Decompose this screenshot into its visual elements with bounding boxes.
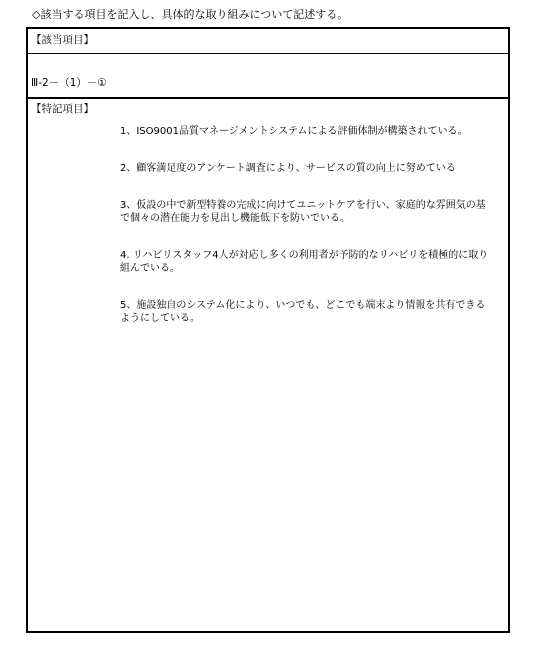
list-item: 1、ISO9001品質マネージメントシステムによる評価体制が構築されている。	[120, 126, 468, 137]
divider	[28, 97, 508, 99]
form-box	[26, 27, 510, 633]
applicable-item-label: 【該当項目】	[31, 34, 94, 46]
list-item: 3、仮設の中で新型特養の完成に向けてユニットケアを行い、家庭的な雰囲気の基で個々の潜在能力を見出し機能低下を防いでいる。	[120, 200, 486, 224]
special-item-list	[120, 125, 492, 349]
list-item: 5、施設独自のシステム化により、いつでも、どこでも端末より情報を共有できるようにしている。	[120, 300, 486, 324]
list-item: 2、顧客満足度のアンケート調査により、サービスの質の向上に努めている	[120, 163, 456, 174]
list-item: 4. リハビリスタッフ4人が対応し多くの利用者が予防的なリハビリを積極的に取り組んでいる。	[120, 250, 489, 274]
divider	[28, 53, 508, 54]
instruction-text: ◇該当する項目を記入し、具体的な取り組みについて記述する。	[32, 8, 349, 21]
special-item-label: 【特記項目】	[31, 103, 94, 115]
applicable-item-value: Ⅲ-2－（1）－①	[31, 77, 107, 89]
